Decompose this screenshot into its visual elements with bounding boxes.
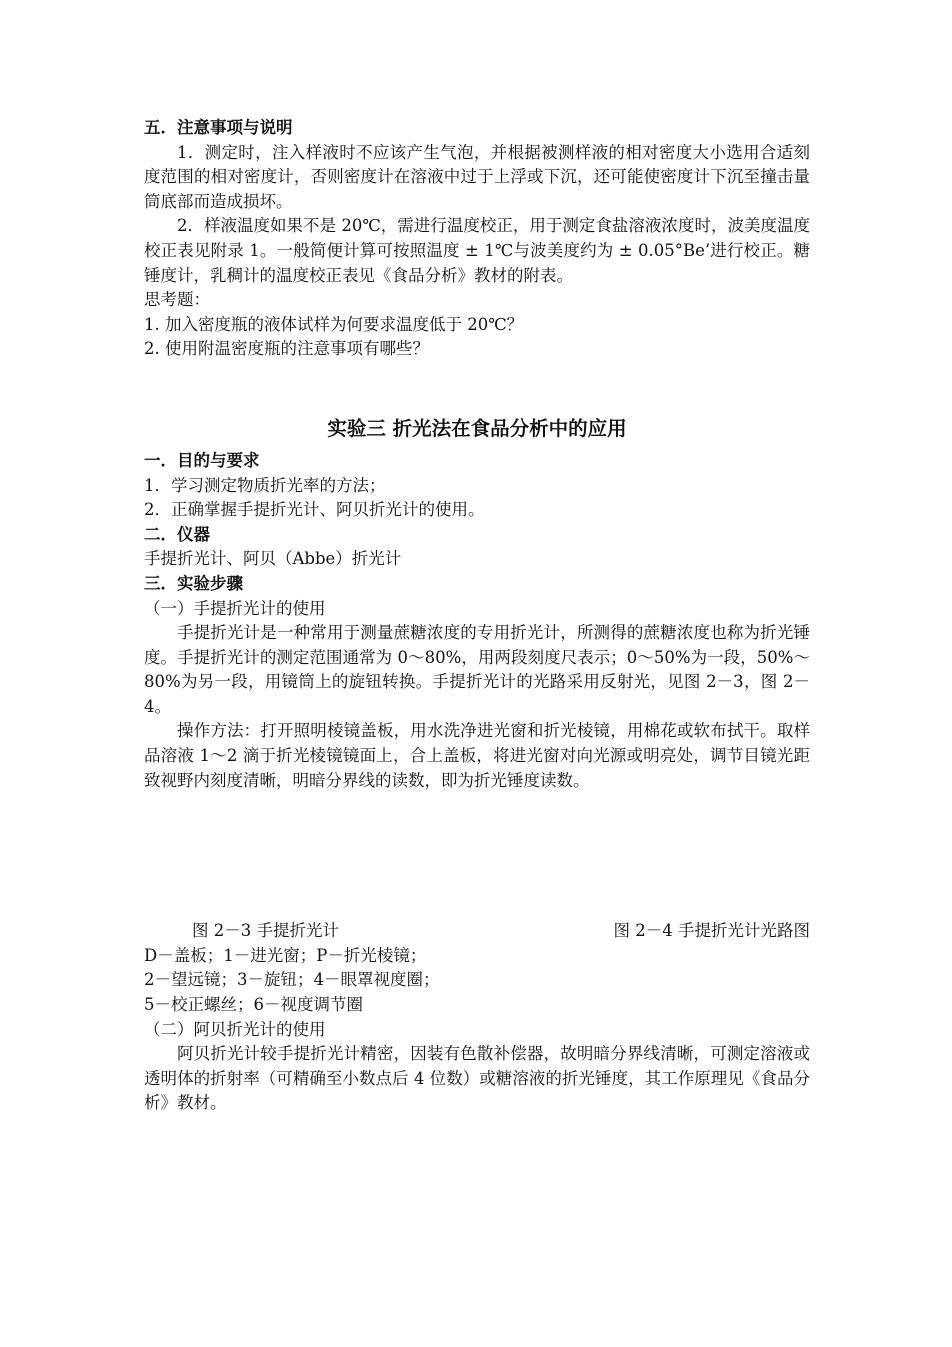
question-1: 1. 加入密度瓶的液体试样为何要求温度低于 20℃？ xyxy=(144,314,524,334)
instruments-text: 手提折光计、阿贝（Abbe）折光计 xyxy=(144,549,402,569)
section-heading-instruments: 二．仪器 xyxy=(144,524,210,544)
paragraph-abbe-refractometer: 阿贝折光计较手提折光计精密，因装有色散补偿器，故明暗分界线清晰，可测定溶液或透明体的折射率（可精确至小数点后 4 位数）或糖溶液的折光锤度，其工作原理见《食品分析》教材。 xyxy=(144,1044,810,1113)
question-2: 2. 使用附温密度瓶的注意事项有哪些？ xyxy=(144,339,429,359)
figure-legend-line-3: 5－校正螺丝；6－视度调节圈 xyxy=(144,995,363,1015)
paragraph-hand-refractometer-intro: 手提折光计是一种常用于测量蔗糖浓度的专用折光计，所测得的蔗糖浓度也称为折光锤度。手提折光计的测定范围通常为 0～80%，用两段刻度尺表示；0～50%为一段，50%～80%为另一段，用镜筒上的旋钮转换。手提折光计的光路采用反射光，见图 2－3，图 2－4。 xyxy=(144,623,810,716)
figure-legend-line-2: 2－望远镜；3－旋钮；4－眼罩视度圈； xyxy=(144,970,440,990)
subsection-heading-hand-refractometer: （一）手提折光计的使用 xyxy=(144,598,326,618)
figure-legend-line-1: D－盖板；1－进光窗；P－折光棱镜； xyxy=(144,945,427,965)
section-heading-notes: 五．注意事项与说明 xyxy=(144,118,293,137)
purpose-item-1: 1．学习测定物质折光率的方法； xyxy=(144,475,386,495)
document-page xyxy=(144,116,810,1116)
purpose-item-2: 2．正确掌握手提折光计、阿贝折光计的使用。 xyxy=(144,500,485,520)
figure-area xyxy=(144,793,810,919)
paragraph-hand-refractometer-operation: 操作方法：打开照明棱镜盖板，用水洗净进光窗和折光棱镜，用棉花或软布拭干。取样品溶液 1～2 滴于折光棱镜镜面上，合上盖板，将进光窗对向光源或明亮处，调节目镜光距致视野内刻度清晰，明暗分界线的读数，即为折光锤度读数。 xyxy=(144,721,810,790)
paragraph-note-1: 1．测定时，注入样液时不应该产生气泡，并根据被测样液的相对密度大小选用合适刻度范围的相对密度计，否则密度计在溶液中过于上浮或下沉，还可能使密度计下沉至撞击量筒底部而造成损坏。 xyxy=(144,142,810,211)
subsection-heading-abbe-refractometer: （二）阿贝折光计的使用 xyxy=(144,1019,326,1039)
paragraph-note-2: 2．样液温度如果不是 20℃，需进行温度校正，用于测定食盐溶液浓度时，波美度温度校正表见附录 1。一般简便计算可按照温度 ± 1℃与波美度约为 ± 0.05°Be’进行校正。糖锤度计，乳稠计的温度校正表见《食品分析》教材的附表。 xyxy=(144,216,810,285)
figure-caption-2-3: 图 2－3 手提折光计 xyxy=(192,921,339,941)
experiment-title: 实验三 折光法在食品分析中的应用 xyxy=(327,416,627,440)
section-heading-purpose: 一．目的与要求 xyxy=(144,450,260,470)
figure-captions xyxy=(144,919,810,944)
questions-label: 思考题： xyxy=(144,290,210,310)
figure-caption-2-4: 图 2－4 手提折光计光路图 xyxy=(613,921,810,941)
section-heading-steps: 三．实验步骤 xyxy=(144,573,243,593)
